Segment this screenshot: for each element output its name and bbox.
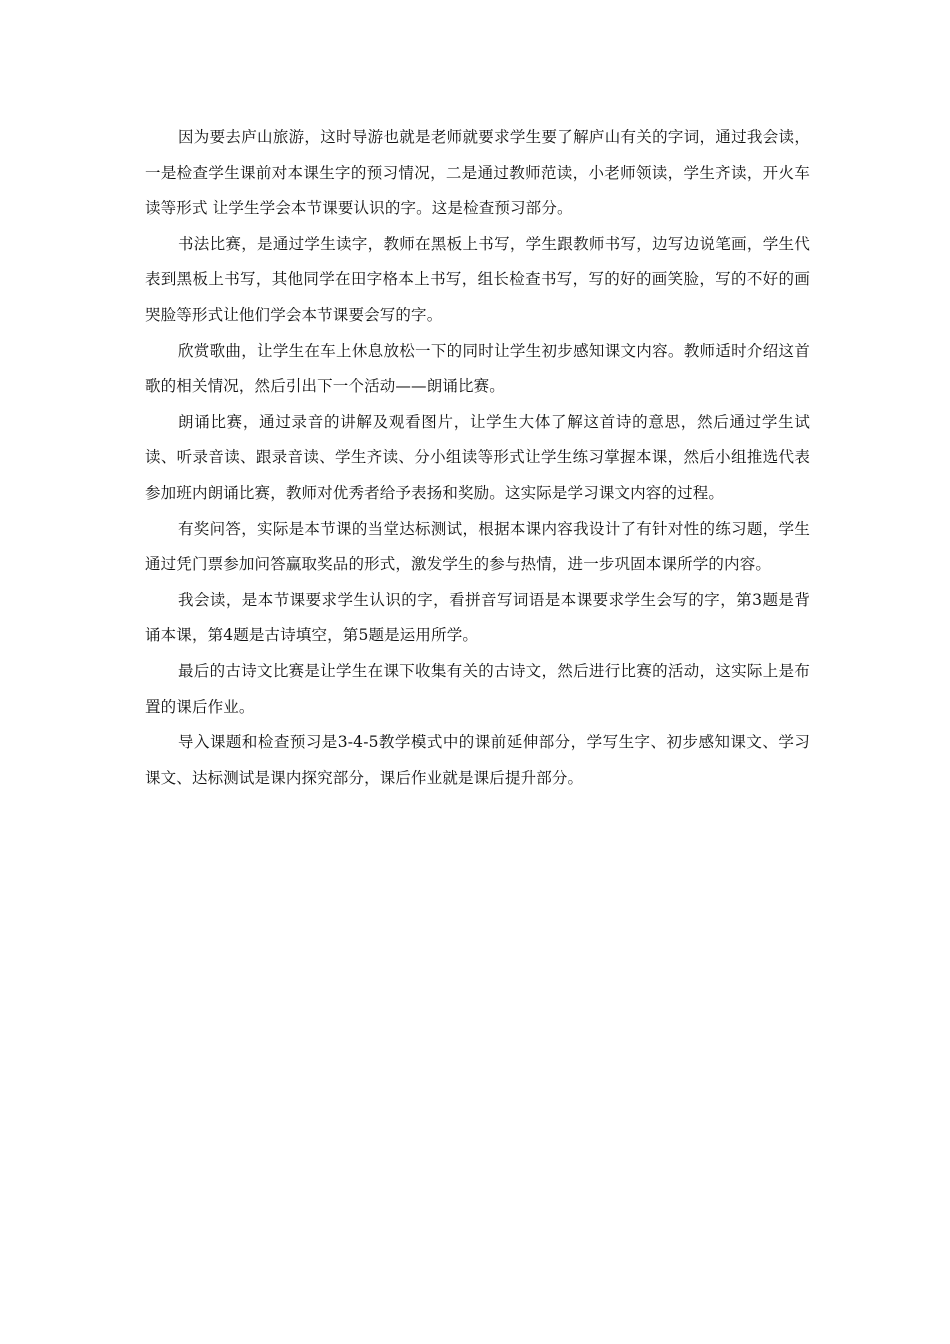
paragraph-2: 书法比赛，是通过学生读字，教师在黑板上书写，学生跟教师书写，边写边说笔画，学生代表到黑板上书写，其他同学在田字格本上书写，组长检查书写，写的好的画笑脸，写的不好的画哭脸等形式让他们学会本节课要会写的字。 — [145, 234, 810, 324]
paragraph-1: 因为要去庐山旅游，这时导游也就是老师就要求学生要了解庐山有关的字词，通过我会读，一是检查学生课前对本课生字的预习情况，二是通过教师范读，小老师领读，学生齐读，开火车读等形式 让学生学会本节课要认识的字。这是检查预习部分。 — [145, 128, 810, 218]
paragraph-5: 有奖问答，实际是本节课的当堂达标测试，根据本课内容我设计了有针对性的练习题，学生通过凭门票参加问答赢取奖品的形式，激发学生的参与热情，进一步巩固本课所学的内容。 — [145, 519, 810, 574]
document-body — [145, 120, 810, 796]
paragraph-4: 朗诵比赛，通过录音的讲解及观看图片，让学生大体了解这首诗的意思，然后通过学生试读、听录音读、跟录音读、学生齐读、分小组读等形式让学生练习掌握本课，然后小组推选代表参加班内朗诵比赛，教师对优秀者给予表扬和奖励。这实际是学习课文内容的过程。 — [145, 412, 810, 502]
paragraph-8: 导入课题和检查预习是3-4-5教学模式中的课前延伸部分，学写生字、初步感知课文、学习课文、达标测试是课内探究部分，课后作业就是课后提升部分。 — [145, 733, 810, 787]
paragraph-6: 我会读，是本节课要求学生认识的字，看拼音写词语是本课要求学生会写的字，第3题是背诵本课，第4题是古诗填空，第5题是运用所学。 — [145, 590, 810, 645]
paragraph-3: 欣赏歌曲，让学生在车上休息放松一下的同时让学生初步感知课文内容。教师适时介绍这首歌的相关情况，然后引出下一个活动——朗诵比赛。 — [145, 341, 810, 396]
paragraph-7: 最后的古诗文比赛是让学生在课下收集有关的古诗文，然后进行比赛的活动，这实际上是布置的课后作业。 — [145, 661, 810, 716]
